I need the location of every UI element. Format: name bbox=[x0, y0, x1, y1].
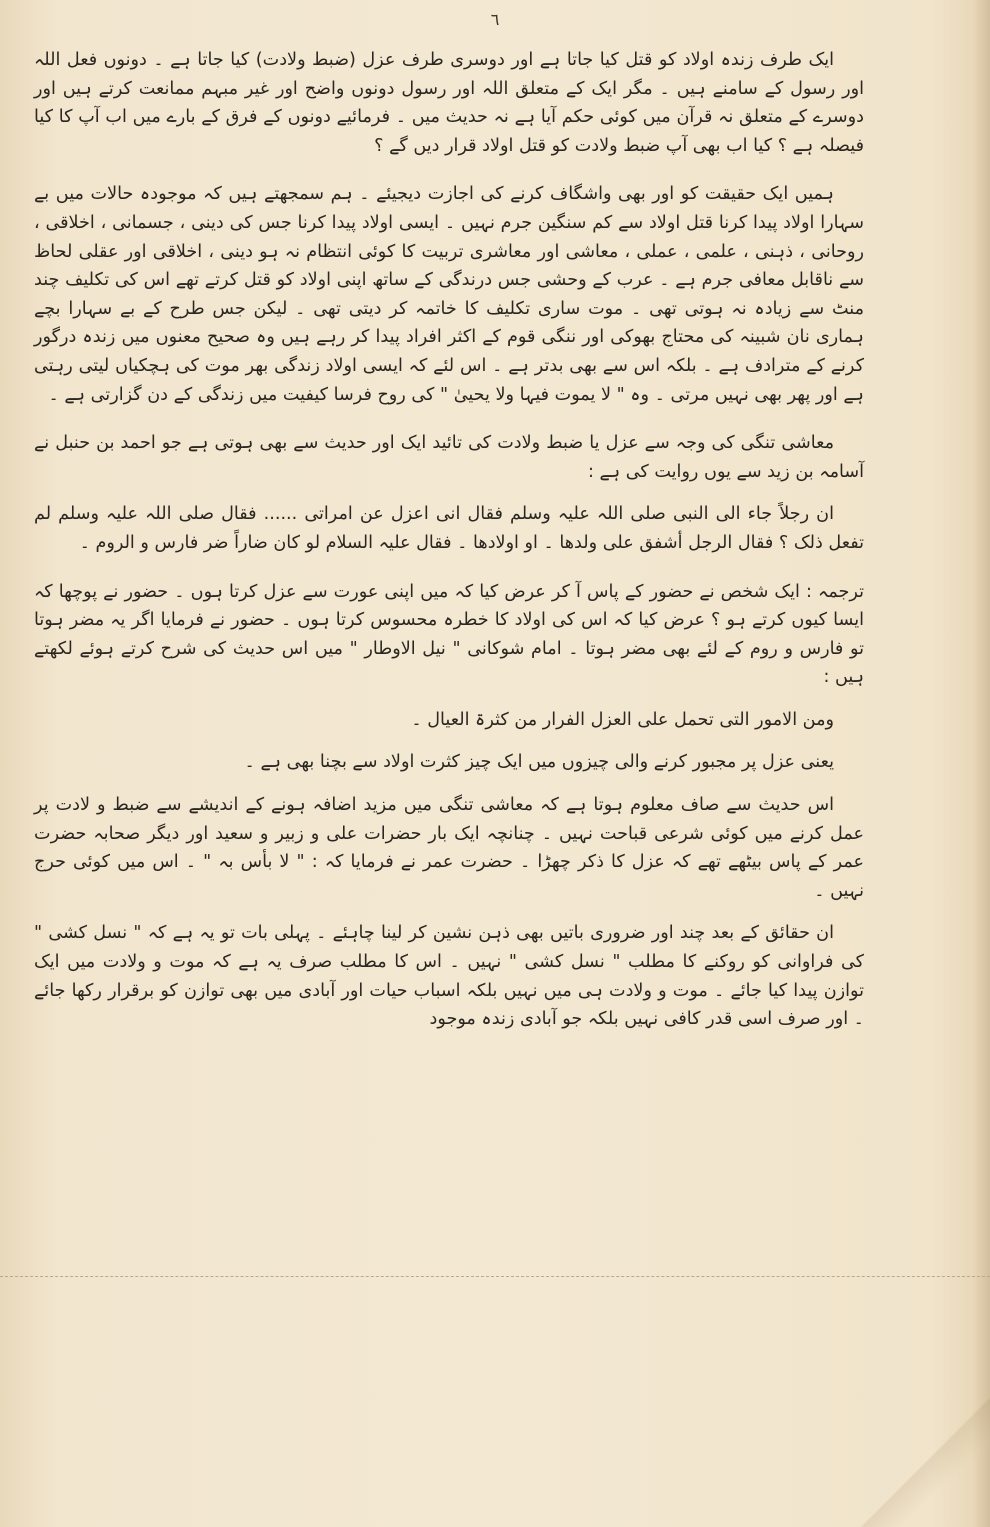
paragraph-hadith-arabic: ان رجلاً جاء الی النبی صلی اللہ علیہ وسلم فقال انی اعزل عن امراتی ...... فقال صلی اللہ علیہ وسلم لم تفعل ذلک ؟ فقال الرجل أشفق علی ولدھا ۔ او اولادھا ۔ فقال علیہ السلام لو کان ضاراً ضر فارس و الروم ۔ bbox=[34, 504, 864, 553]
footer-rule bbox=[0, 1276, 990, 1277]
paragraph-conclusion: اس حدیث سے صاف معلوم ہوتا ہے کہ معاشی تنگی میں مزید اضافہ ہونے کے اندیشے سے ضبط و لادت پر عمل کرنے میں کوئی شرعی قباحت نہیں ۔ چنانچہ ایک بار حضرات علی و زبیر و سعید اور دیگر صحابہ حضرت عمر کے پاس بیٹھے تھے کہ عزل کا ذکر چھڑا ۔ حضرت عمر نے فرمایا کہ : " لا بأس بہ " ۔ اس میں کوئی حرج نہیں ۔ bbox=[34, 795, 864, 901]
paragraph-final: ان حقائق کے بعد چند اور ضروری باتیں بھی ذہن نشین کر لینا چاہئے ۔ پہلی بات تو یہ ہے کہ " نسل کشی " کی فراوانی کو روکنے کا مطلب " نسل کشی " نہیں ۔ اس کا مطلب صرف یہ ہے کہ موت و ولادت میں ایک توازن پیدا کیا جائے ۔ موت و ولادت ہی میں نہیں بلکہ اسباب حیات اور آبادی میں بھی توازن کو برقرار رکھا جائے ۔ اور صرف اسی قدر کافی نہیں بلکہ جو آبادی زندہ موجود bbox=[34, 923, 864, 1030]
page-number: ٦ bbox=[490, 10, 500, 29]
paragraph-argument: ہمیں ایک حقیقت کو اور بھی واشگاف کرنے کی اجازت دیجیئے ۔ ہم سمجھتے ہیں کہ موجودہ حالات میں بے سہارا اولاد پیدا کرنا قتل اولاد سے کم سنگین جرم نہیں ۔ ایسی اولاد پیدا کرنا جس کی دینی ، جسمانی ، اخلاقی ، روحانی ، ذہنی ، علمی ، عملی ، معاشی اور معاشری تربیت کا کوئی انتظام نہ ہو دینی ، اخلاقی اور عقلی لحاظ سے ناقابل معافی جرم ہے ۔ عرب کے وحشی جس درندگی کے ساتھ اپنی اولاد کو قتل کرتے تھے اس کی تکلیف چند منٹ سے زیادہ نہ ہوتی تھی ۔ موت ساری تکلیف کا خاتمہ کر دیتی تھی ۔ لیکن جس طرح کے بے سہارا بچے ہماری نان شبینہ کی محتاج بھوکی اور ننگی قوم کے اکثر افراد پیدا کر رہے ہیں وہ صحیح معنوں میں زندہ درگور کرنے کے مترادف ہے ۔ بلکہ اس سے بھی بدتر ہے ۔ اس لئے کہ ایسی اولاد زندگی بھر موت کی ہچکیاں لیتی رہتی ہے اور پھر بھی نہیں مرتی ۔ وہ " لا یموت فیہا ولا یحییٰ " کی روح فرسا کیفیت میں زندگی کے دن گزارتی ہے ۔ bbox=[34, 184, 864, 405]
paragraph-intro: ایک طرف زندہ اولاد کو قتل کیا جاتا ہے اور دوسری طرف عزل (ضبط ولادت) کیا جاتا ہے ۔ دونوں فعل اللہ اور رسول کے سامنے ہیں ۔ مگر ایک کے متعلق اللہ اور رسول دونوں واضح اور غیر مبہم ممانعت کرتے ہیں اور دوسرے کے متعلق نہ قرآن میں کوئی حکم آیا ہے نہ حدیث میں ۔ فرمائیے دونوں کے فرق کے بارے میں اب آپ کا کیا فیصلہ ہے ؟ کیا اب بھی آپ ضبط ولادت کو قتل اولاد قرار دیں گے ؟ bbox=[34, 50, 864, 156]
page-body bbox=[34, 46, 864, 1034]
page-corner-fold bbox=[850, 1377, 990, 1527]
paragraph-quote-meaning: یعنی عزل پر مجبور کرنے والی چیزوں میں ایک چیز کثرت اولاد سے بچنا بھی ہے ۔ bbox=[244, 752, 834, 773]
page-edge-shadow bbox=[972, 0, 990, 1527]
paragraph-translation: ترجمہ : ایک شخص نے حضور کے پاس آ کر عرض کیا کہ میں اپنی عورت سے عزل کرتا ہوں ۔ حضور نے پوچھا کہ ایسا کیوں کرتے ہو ؟ عرض کیا کہ اس کی اولاد کا خطرہ محسوس کرتا ہوں ۔ حضور نے فرمایا اگر یہ مضر ہوتا تو فارس و روم کے لئے بھی مضر ہوتا ۔ امام شوکانی " نیل الاوطار " میں اس حدیث کی شرح کرتے ہوئے لکھتے ہیں : bbox=[34, 581, 864, 688]
paragraph-hadith-intro: معاشی تنگی کی وجہ سے عزل یا ضبط ولادت کی تائید ایک اور حدیث سے بھی ہوتی ہے جو احمد بن حنبل نے آسامہ بن زید سے یوں روایت کی ہے : bbox=[34, 433, 864, 482]
paragraph-arabic-quote: ومن الامور التی تحمل علی العزل الفرار من کثرۃ العیال ۔ bbox=[411, 709, 834, 730]
